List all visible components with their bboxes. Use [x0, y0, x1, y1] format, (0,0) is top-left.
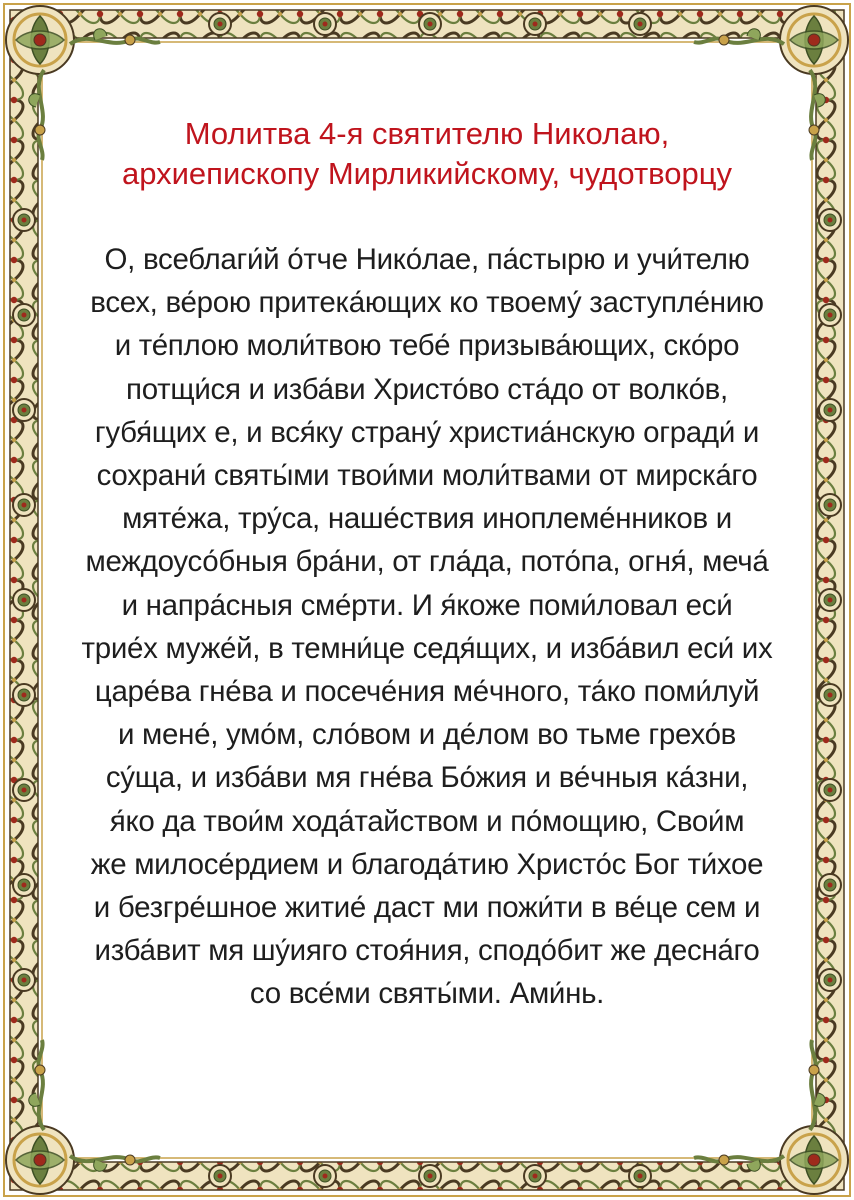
border-medallion: [629, 1165, 651, 1187]
prayer-line: су́ща, и изба́ви мя гне́ва Бо́жия и ве́чныя ка́зни,: [105, 761, 749, 795]
prayer-line: и безгре́шное житие́ даст ми пожи́ти в ве́це сем и: [93, 891, 761, 925]
prayer-line: сохрани́ святы́ми твои́ми моли́твами от мирска́го: [96, 459, 758, 493]
border-medallion: [419, 13, 441, 35]
border-medallion: [819, 304, 841, 326]
border-medallion: [819, 874, 841, 896]
border-medallion: [13, 684, 35, 706]
border-medallion: [819, 589, 841, 611]
prayer-line: со все́ми святы́ми. Ами́нь.: [249, 977, 605, 1011]
prayer-line: междоусо́бныя бра́ни, от гла́да, пото́па, огня́, меча́: [85, 545, 769, 579]
prayer-line: и мене́, умо́м, сло́вом и де́лом во тьме грехо́в: [117, 718, 737, 752]
prayer-line: трие́х муже́й, в темни́це седя́щих, и изба́вил еси́ их: [81, 631, 773, 665]
prayer-line: мяте́жа, тру́са, наше́ствия иноплеме́нников и: [122, 502, 732, 536]
prayer-line: изба́вит мя шу́ияго стоя́ния, сподо́бит же десна́го: [94, 934, 760, 968]
prayer-line: всех, ве́рою притека́ющих ко твоему́ заступле́нию: [90, 286, 764, 320]
prayer-line: потщи́ся и изба́ви Христо́во ста́до от волко́в,: [126, 372, 728, 406]
border-medallion: [314, 13, 336, 35]
border-medallion: [209, 13, 231, 35]
border-medallion: [419, 1165, 441, 1187]
border-medallion: [819, 969, 841, 991]
prayer-title-line-2: архиепископу Мирликийскому, чудотворцу: [121, 156, 733, 191]
border-medallion: [13, 589, 35, 611]
border-medallion: [13, 209, 35, 231]
prayer-title: [60, 114, 794, 194]
prayer-text: [40, 238, 814, 1016]
prayer-line: и те́плою моли́твою тебе́ призыва́ющих, ско́ро: [114, 329, 740, 363]
prayer-line: же милосе́рдием и благода́тию Христо́с Бог ти́хое: [90, 847, 764, 881]
border-medallion: [13, 399, 35, 421]
border-medallion: [13, 779, 35, 801]
prayer-title-line-1: Молитва 4-я святителю Николаю,: [184, 116, 670, 151]
border-medallion: [629, 13, 651, 35]
border-medallion: [13, 494, 35, 516]
prayer-line: царе́ва гне́ва и посече́ния ме́чного, та́ко поми́луй: [94, 675, 760, 709]
border-medallion: [13, 969, 35, 991]
border-medallion: [314, 1165, 336, 1187]
border-medallion: [13, 874, 35, 896]
border-medallion: [819, 494, 841, 516]
border-medallion: [524, 1165, 546, 1187]
border-medallion: [524, 13, 546, 35]
prayer-line: и напра́сныя сме́рти. И я́коже поми́ловал еси́: [121, 588, 733, 622]
border-medallion: [819, 399, 841, 421]
prayer-line: О, всеблаги́й о́тче Нико́лае, па́стырю и учи́телю: [104, 243, 750, 276]
border-medallion: [819, 209, 841, 231]
border-medallion: [13, 304, 35, 326]
border-medallion: [209, 1165, 231, 1187]
prayer-line: я́ко да твои́м хода́тайством и по́мощию, Свои́м: [109, 804, 745, 838]
border-medallion: [819, 779, 841, 801]
prayer-line: губя́щих е, и вся́ку страну́ христиа́нскую огради́ и: [94, 415, 760, 449]
border-medallion: [819, 684, 841, 706]
